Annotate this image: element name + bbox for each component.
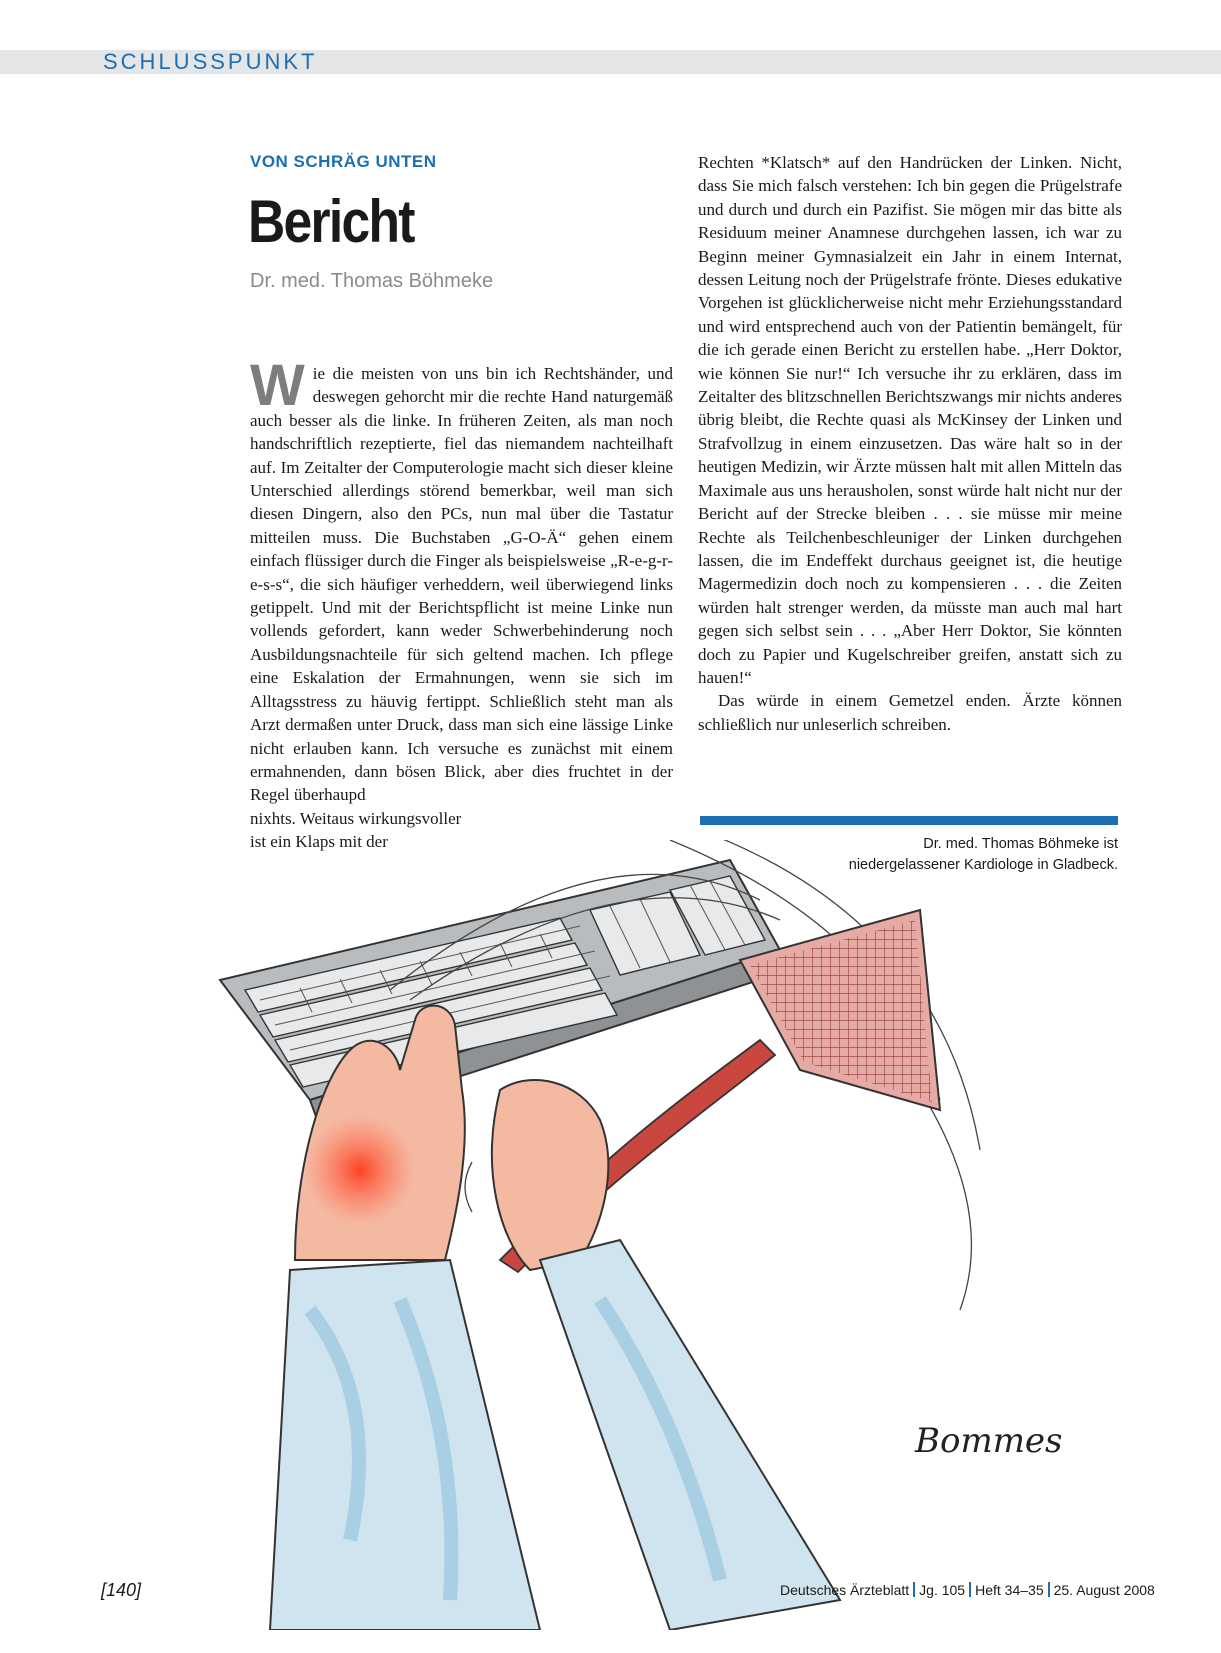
bio-line-1: Dr. med. Thomas Böhmeke ist bbox=[923, 836, 1118, 852]
article-kicker: VON SCHRÄG UNTEN bbox=[250, 152, 437, 171]
article-author: Dr. med. Thomas Böhmeke bbox=[250, 270, 494, 292]
journal-date: 25. August 2008 bbox=[1053, 1582, 1155, 1598]
journal-name: Deutsches Ärzteblatt bbox=[780, 1582, 910, 1598]
footer-citation bbox=[780, 1582, 1155, 1598]
footer-separator bbox=[969, 1582, 971, 1597]
column-2-paragraph-2: Das würde in einem Gemetzel enden. Ärzte können schließlich nur unleserlich schreiben. bbox=[698, 691, 1122, 734]
right-hand-drawing bbox=[492, 1080, 608, 1270]
article-column-1 bbox=[250, 353, 673, 854]
article-column-2 bbox=[698, 151, 1122, 736]
journal-issue: Heft 34–35 bbox=[975, 1582, 1044, 1598]
column-2-paragraph-1: Rechten *Klatsch* auf den Handrücken der Linken. Nicht, dass Sie mich falsch verstehen: Ich bin gegen die Prügelstrafe und durch und durch ein Pazifist. Sie mögen mir das bitte als Residuum meiner Anamnese durchgehen lassen, ich war zu Beginn meiner Gymnasialzeit ein Jahr in einem Internat, dessen Leitung noch der Prügelstrafe frönte. Dieses edukative Vorgehen ist glücklicherweise nicht mehr Erziehungsstandard und wird entsprechend auch von der Patientin bemängelt, für die ich gerade einen Bericht zu erstellen habe. „Herr Doktor, wie können Sie nur!“ Ich versuche ihr zu erklären, dass im Zeitalter des blitzschnellen Berichtszwangs mir nichts anderes übrig bleibt, die Rechte quasi als McKinsey der Linken und Strafvollzug in einem einzusetzen. Das wäre halt so in der heutigen Medizin, wir Ärzte müssen halt mit allen Mitteln das Maximale aus uns herausholen, sonst würde halt nicht nur der Bericht auf der Strecke bleiben . . . sie müsse mir meine Rechte als Teilchenbeschleuniger der Linken durchgehen lassen, die im Endeffekt durchaus geeignet ist, die heutige Magermedizin doch noch zu kompensieren . . . die Zeiten würden halt strenger werden, da müsste man auch mal hart gegen sich selbst sein . . . „Aber Herr Doktor, Sie könnten doch zu Papier und Kugelschreiber greifen, anstatt sich zu hauen!“ bbox=[698, 153, 1122, 687]
artist-signature: Bommes bbox=[915, 1421, 1063, 1461]
footer-separator bbox=[913, 1582, 915, 1597]
article-title: Bericht bbox=[248, 188, 414, 255]
cartoon-illustration bbox=[200, 840, 1160, 1630]
sleeves-drawing bbox=[270, 1240, 840, 1630]
column-1-tail-line-2: ist ein Klaps mit der bbox=[250, 832, 388, 852]
section-label: SCHLUSSPUNKT bbox=[103, 49, 318, 74]
drop-cap: W bbox=[250, 353, 305, 418]
column-1-text: ie die meisten von uns bin ich Rechtshänder, und deswegen gehorcht mir die rechte Hand naturgemäß auch besser als die linke. In früheren Zeiten, als man noch handschriftlich rezeptierte, fiel das niemandem nachteilhaft auf. Im Zeitalter der Computerologie macht sich dieser kleine Unterschied allerdings störend bemerkbar, weil man sich diesen Dingern, also den PCs, nun mal über die Tastatur mitteilen muss. Die Buchstaben „G-O-Ä“ gehen einem einfach flüssiger durch die Finger als beispielsweise „R-e-g-r-e-s-s“, die sich häufiger verheddern, weil überwiegend links getippelt. Und mit der Berichtspflicht ist meine Linke nun vollends gefordert, kann weder Schwerbehinderung noch Ausbildungsnachteile für sich geltend machen. Ich pflege eine Eskalation der Ermahnungen, wenn sie sich im Alltagsstress zu häuvig fertippt. Schließlich steht man als Arzt dermaßen unter Druck, dass man sich eine lässige Linke nicht erlauben kann. Ich versuche es zunächst mit einem ermahnenden, dann bösen Blick, aber dies fruchtet in der Regel überhaupd bbox=[250, 364, 673, 805]
footer-separator bbox=[1048, 1582, 1050, 1597]
page-number: [140] bbox=[101, 1580, 142, 1600]
bio-divider bbox=[700, 816, 1118, 825]
journal-volume: Jg. 105 bbox=[919, 1582, 966, 1598]
bio-line-2: niedergelassener Kardiologe in Gladbeck. bbox=[848, 857, 1118, 873]
column-1-tail-line-1: nixhts. Weitaus wirkungsvoller bbox=[250, 808, 462, 828]
